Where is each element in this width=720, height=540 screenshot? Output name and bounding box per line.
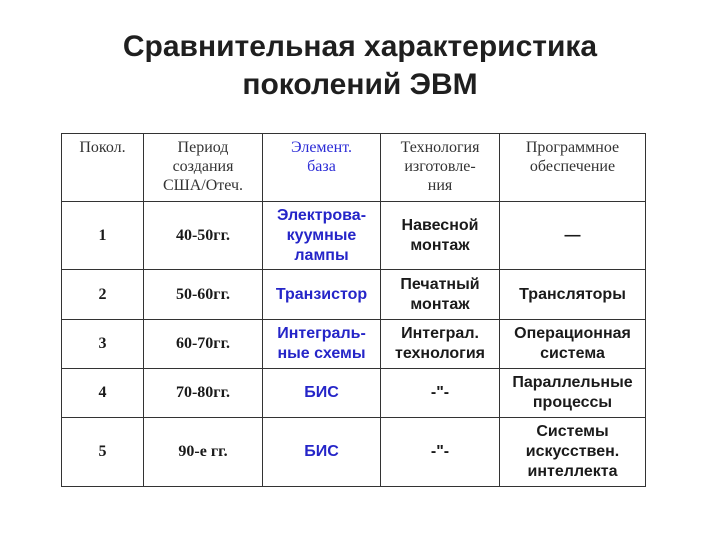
header-technology: Технология изготовле- ния — [381, 134, 500, 202]
slide-title-line-2: поколений ЭВМ — [242, 68, 478, 101]
cell-period: 90-е гг. — [144, 418, 263, 487]
cell-period: 60-70гг. — [144, 320, 263, 369]
cell-software: Системы искусствен. интеллекта — [500, 418, 646, 487]
cell-generation: 5 — [62, 418, 144, 487]
cell-technology: Навесной монтаж — [381, 202, 500, 270]
cell-generation: 4 — [62, 369, 144, 418]
cell-software: Трансляторы — [500, 270, 646, 320]
table-row — [62, 418, 646, 487]
cell-element-base: Транзистор — [263, 270, 381, 320]
header-generation: Покол. — [62, 134, 144, 202]
slide-title — [0, 28, 720, 104]
cell-element-base: Электрова- куумные лампы — [263, 202, 381, 270]
cell-period: 40-50гг. — [144, 202, 263, 270]
cell-element-base: БИС — [263, 418, 381, 487]
table-row — [62, 320, 646, 369]
cell-technology: Интеграл. технология — [381, 320, 500, 369]
cell-period: 50-60гг. — [144, 270, 263, 320]
header-period: Период создания США/Отеч. — [144, 134, 263, 202]
cell-element-base: Интеграль- ные схемы — [263, 320, 381, 369]
cell-element-base: БИС — [263, 369, 381, 418]
cell-generation: 1 — [62, 202, 144, 270]
header-element-base: Элемент. база — [263, 134, 381, 202]
table-header-row — [62, 134, 646, 202]
cell-software: Операционная система — [500, 320, 646, 369]
cell-generation: 3 — [62, 320, 144, 369]
cell-software: — — [500, 202, 646, 270]
table-row — [62, 270, 646, 320]
cell-technology: Печатный монтаж — [381, 270, 500, 320]
slide-title-line-1: Сравнительная характеристика — [122, 30, 598, 63]
generations-table — [61, 133, 646, 487]
table-row — [62, 202, 646, 270]
cell-technology: -"- — [381, 369, 500, 418]
header-software: Программное обеспечение — [500, 134, 646, 202]
cell-period: 70-80гг. — [144, 369, 263, 418]
table-row — [62, 369, 646, 418]
cell-software: Параллельные процессы — [500, 369, 646, 418]
cell-generation: 2 — [62, 270, 144, 320]
cell-technology: -"- — [381, 418, 500, 487]
